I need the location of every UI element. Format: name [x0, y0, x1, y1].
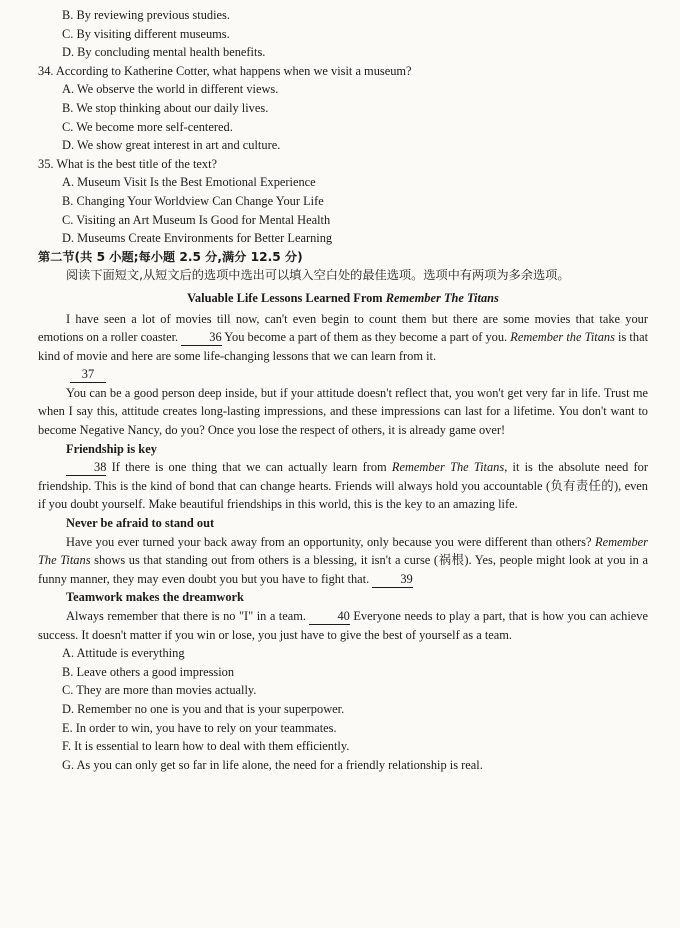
paragraph-2: You can be a good person deep inside, but if your attitude doesn't reflect that, you won't get very far in life. Trust me when I say this, attitude creates long-lasting impressions, and these impressions can last for a lifetime. You don't want to become Negative Nancy, do you? Once you lose the respect of others, it is already game over! [38, 385, 648, 438]
blank-37-line [38, 365, 648, 384]
p1-text-b: You become a part of them as they become a part of you. [221, 330, 511, 345]
blank-40: 40 [309, 609, 349, 625]
q35-option-b: B. Changing Your Worldview Can Change Your Life [62, 193, 324, 208]
section-heading: 第二节(共 5 小题;每小题 2.5 分,满分 12.5 分) [38, 249, 303, 264]
p5-text-b: Everyone needs to play a part, that is how you can achieve success. It doesn't matter if you win or lose, you just have to give the best of yourself as a team. [38, 609, 648, 642]
q35-option-c: C. Visiting an Art Museum Is Good for Mental Health [62, 212, 331, 227]
heading-friendship: Friendship is key [66, 441, 157, 456]
choice-e: E. In order to win, you have to rely on your teammates. [62, 720, 337, 735]
blank-39: 39 [372, 572, 412, 588]
section-instruction: 阅读下面短文,从短文后的选项中选出可以填入空白处的最佳选项。选项中有两项为多余选项。 [66, 268, 570, 283]
p3-text-b: , it is the absolute need for friendship. This is the kind of bond that can change hearts. Friends will always hold you accountable (负有责任的), even if you doubt yourself. Make beautiful friendships in this world, this is the key to an amazing life. [38, 460, 648, 512]
q33-option-c: C. By visiting different museums. [62, 26, 230, 41]
choice-b: B. Leave others a good impression [62, 664, 235, 679]
q34-option-c: C. We become more self-centered. [62, 119, 233, 134]
heading-stand-out: Never be afraid to stand out [66, 516, 215, 531]
blank-36: 36 [181, 330, 221, 346]
heading-teamwork: Teamwork makes the dreamwork [66, 590, 244, 605]
blank-38: 38 [66, 460, 106, 476]
q33-option-b: B. By reviewing previous studies. [62, 8, 230, 22]
q34-option-d: D. We show great interest in art and culture. [62, 138, 281, 153]
p5-text-a: Always remember that there is no "I" in a team. [66, 609, 310, 623]
title-movie: Remember The Titans [385, 290, 499, 305]
p1-text-c: is that kind of movie and here are some life-changing lessons that we can learn from it. [38, 330, 649, 363]
paragraph-5 [38, 607, 648, 644]
p3-text-a: If there is one thing that we can actually learn from [106, 460, 392, 475]
choice-a: A. Attitude is everything [62, 646, 185, 661]
title-prefix: Valuable Life Lessons Learned From [187, 290, 386, 305]
q33-option-d: D. By concluding mental health benefits. [62, 45, 266, 60]
choice-c: C. They are more than movies actually. [62, 683, 257, 698]
p1-text-a: I have seen a lot of movies till now, can't even begin to count them but there are some movies that take your emotions on a roller coaster. [38, 311, 648, 345]
paragraph-3 [38, 458, 648, 514]
choice-d: D. Remember no one is you and that is your superpower. [62, 701, 345, 716]
paragraph-4 [38, 533, 648, 589]
q35-option-a: A. Museum Visit Is the Best Emotional Experience [62, 175, 316, 190]
paragraph-1 [38, 310, 648, 366]
q35-option-d: D. Museums Create Environments for Better Learning [62, 231, 333, 246]
choice-g: G. As you can only get so far in life alone, the need for a friendly relationship is real. [62, 757, 483, 772]
q34-option-b: B. We stop thinking about our daily lives. [62, 100, 269, 115]
passage-title [38, 289, 648, 308]
p4-text-a: Have you ever turned your back away from an opportunity, only because you were different than others? [66, 534, 596, 549]
q35-stem: 35. What is the best title of the text? [38, 156, 218, 171]
choice-f: F. It is essential to learn how to deal with them efficiently. [62, 739, 350, 754]
p4-movie: Remember The Titans [38, 534, 648, 568]
q34-option-a: A. We observe the world in different views. [62, 82, 279, 97]
p3-movie: Remember The Titans [391, 460, 505, 475]
p1-movie: Remember the Titans [510, 330, 615, 345]
p4-text-b: shows us that standing out from others is a blessing, it isn't a curse (祸根). Yes, people might look at you in a funny manner, they may even doubt you but you have to fight that. [38, 553, 648, 586]
blank-37: 37 [70, 367, 106, 383]
q34-stem: 34. According to Katherine Cotter, what happens when we visit a museum? [38, 63, 412, 78]
